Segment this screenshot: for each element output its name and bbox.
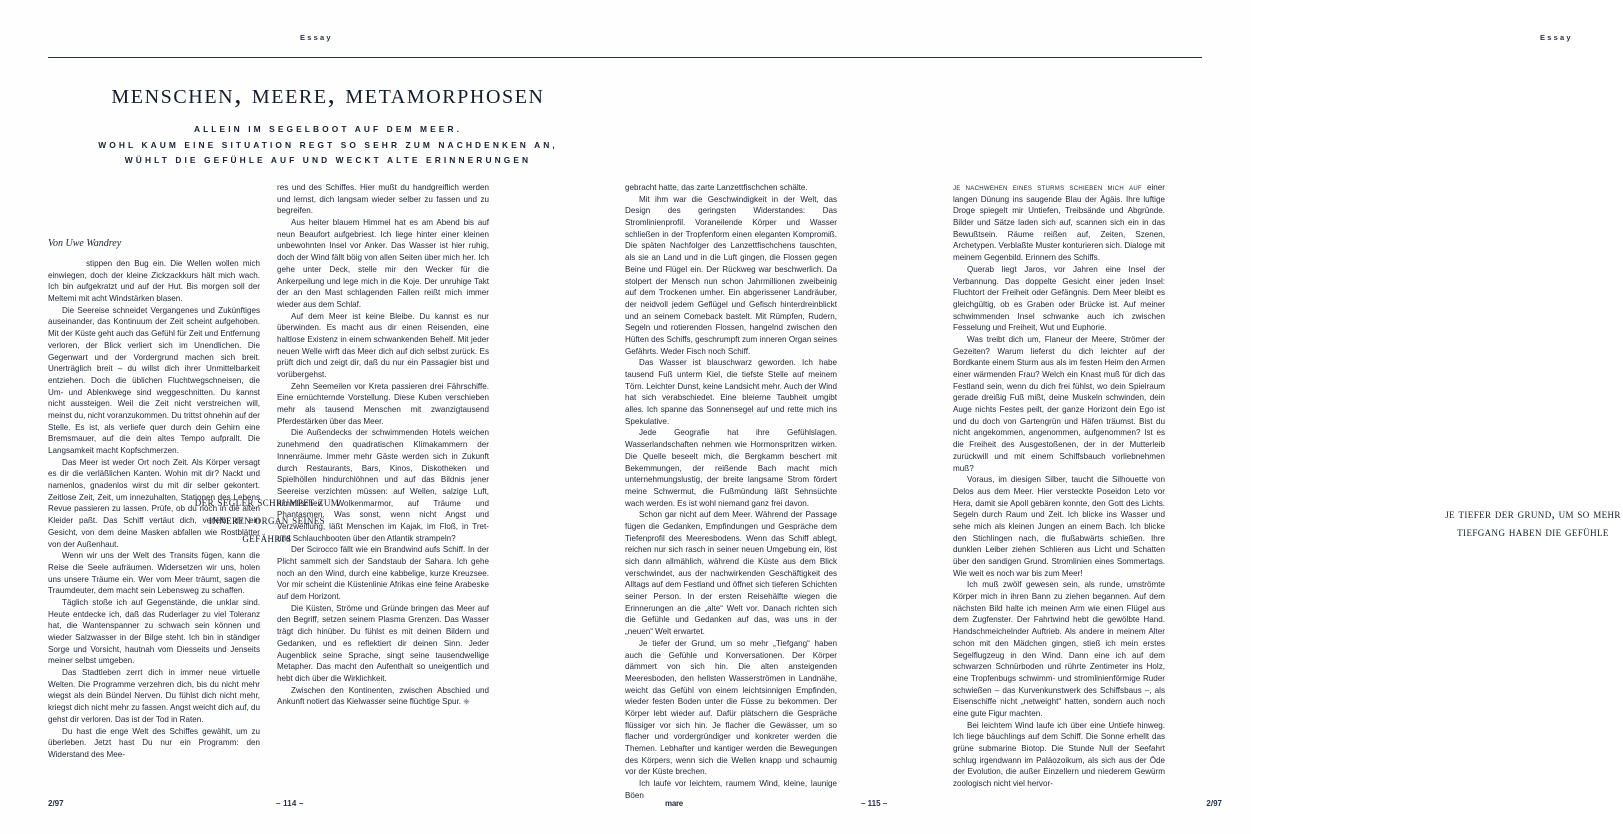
paragraph: Das Stadtleben zerrt dich in immer neue virtuelle Welten. Die Programme verzehren dich, bis du nicht mehr wiegst als dein Bündel Nerven. Du fühlst dich nicht mehr, kriegst dich nicht mehr zu fassen. Angst weicht dich auf, du gehst dir verloren. Das ist der Tod in Raten.: [48, 668, 260, 724]
paragraph: res und des Schiffes. Hier mußt du handgreiflich werden und lernst, dich langsam wieder selber zu fassen und zu begreifen.: [277, 183, 489, 216]
folio-issue-left: 2/97: [48, 799, 64, 808]
paragraph: Bei leichtem Wind laufe ich über eine Untiefe hinweg. Ich liege bäuchlings auf dem Schiff. Die Sonne erhellt das grüne submarine Biotop. Die Stunde Null der Seefahrt schlug irgendwann im Paläozoikum, als sich aus der Öde der Evolution, die außer Einzellern und niederem Gewürm zoologisch nicht viel hervor-: [953, 720, 1165, 789]
body-column-4: [625, 182, 837, 801]
paragraph: Mit ihm war die Geschwindigkeit in der Welt, das Design des geringsten Widerstandes: Das Stromlinienprofil. Voraneilende Körper und Wasser schließen in der Tropfenform einen eleganten Kompromiß. Die späten Nachfolger des Lanzettfischchens tauschten, als sie an Land und in die Luft gingen, die Flossen gegen Beine und Flügel ein. Der Rückweg war beschwerlich. Da stolpert der Mensch nun schon Jahrmillionen zweibeinig auf dem Trockenen umher. Ein abgerissener Landräuber, der neidvoll jedem Geflügel und Gefisch hinterdreinblickt und an seinem Comeback bastelt. Mit Rümpfen, Rudern, Segeln und rotierenden Flossen, hangelnd zwischen den Hüften des Schiffs, geschrumpft zum inneren Organ seines Gefährts. Weder Fisch noch Schiff.: [625, 194, 837, 356]
paragraph-opening: [953, 182, 1165, 264]
pull-quote-right: je tiefer der grund, um so mehr tiefgang haben die gefühle: [1445, 507, 1621, 539]
running-head-left: Essay: [300, 33, 333, 42]
paragraph: Du hast die enge Welt des Schiffes gewählt, um zu überleben. Jetzt hast Du nur ein Programm: den Widerstand des Mee-: [48, 726, 260, 759]
body-column-3: [953, 182, 1165, 790]
page-right: [625, 0, 1621, 834]
folio-page-right: – 115 –: [861, 799, 888, 808]
paragraph: stippen den Bug ein. Die Wellen wollen mich einwiegen, doch der kleine Zickzackkurs hält mich wach. Ich bin aufgekratzt und auf der Hut. Bis morgen soll der Meltemi mit acht Windstärken blasen.: [48, 259, 260, 304]
paragraph: Aus heiter blauem Himmel hat es am Abend bis auf neun Beaufort aufgebriest. Ich liege hinter einer kleinen unbewohnten Insel vor Anker. Das Wasser ist hier ruhig, doch der Wind fällt böig von allen Seiten über mich her. Ich gehe unter Deck, stelle mir den Wecker für die Ankerpeilung und lege mich in die Koje. Der unruhige Takt der an den Mast schlagenden Fallen reißt mich immer wieder aus dem Schlaf.: [277, 218, 489, 309]
paragraph: Schon gar nicht auf dem Meer. Während der Passage fügen die Gedanken, Empfindungen und Gespräche dem Tiefenprofil des Meeresbodens. Wenn das Schiff ablegt, reichen nur sich rasch in seiner neuen Umgebung ein, löst sich dann allmählich, während die Küste aus dem Blick verschwindet, aus der nachwirkenden Geschäftigkeit des Alltags auf dem Festland und öffnet sich tieferen Schichten seiner Person. In der ersten Reisehälfte wiegen die Erinnerungen an die „alte“ Welt vor. Danach richten sich die Gefühle und Gedanken auf das, was uns in der „neuen“ Welt erwartet.: [625, 510, 837, 637]
paragraph: Die Außendecks der schwimmenden Hotels weichen zunehmend den quadratischen Klimakammern der Innenräume. Immer mehr Gäste werden sich in Zukunft durch Restaurants, Bars, Kinos, Diskotheken und Spielhöllen hindurchlöhnen und auf das Bildnis jener Seereise verzichten müssen: auf Wellen, salzige Luft, himmlischen Wolkenmarmor, auf Träume und Phantasmen. Was sonst, wenn nicht Angst und Verzweiflung, läßt Menschen im Kajak, im Floß, in Tret- und Schlauchbooten über den Atlantik strampeln?: [277, 428, 489, 543]
paragraph: Täglich stoße ich auf Gegenstände, die unklar sind. Heute entdecke ich, daß das Ruderlager zu viel Toleranz hat, die Wantenspanner zu schwach sein können und wieder Salzwasser in der Bilge steht. Ich bin in ständiger Sorge und Vorsicht, hautnah vom Diesseits und Jenseits meiner selbst umgeben.: [48, 597, 260, 666]
headline-block: [48, 78, 608, 169]
paragraph: Was treibt dich um, Flaneur der Meere, Strömer der Gezeiten? Warum lieferst du dich leichter auf der Bordkante einem Sturm aus als im festen Heim den Armen einer wärmenden Frau? Welch ein Knast muß für dich das Festland sein, wenn du dich frei fühlst, wo dein Spielraum gerade dreißig Fuß mißt, deine Muskeln schwinden, dein Auge nichts Festes peilt, der ganze Horizont dein Ego ist und du doch von Gartengrün und Häfen träumst. Bist du nicht angekommen, angenommen, aufgenommen? Ist es die Freiheit des Ausgestoßenen, der in der Mutterleib zurückwill und mit einem Schiffsbauch vorliebnehmen muß?: [953, 334, 1165, 473]
subtitle: [48, 122, 608, 169]
running-head-right: Essay: [1540, 33, 1573, 42]
pull-quote-left: der segler schrumpft zum inneren organ seines gefährts: [194, 495, 340, 545]
paragraph: Zehn Seemeilen vor Kreta passieren drei Fährschiffe. Eine ernüchternde Vorstellung. Diese Kuben verschieben mehr als tausend Menschen mit zwanzigtausend Pferdestärken über das Meer.: [277, 381, 489, 426]
paragraph: Jede Geografie hat ihre Gefühlslagen. Wasserlandschaften nehmen wie Hormonspritzen wirken. Die Quelle beseelt mich, die Bergkamm beschert mit Bekemmungen, der reißende Bach macht mich unternehmungslustig, der breite langsame Strom fördert meine Schwermut, die Fußmündung läßt Sehnsüchte wach werden. Es ist wohl niemand ganz frei davon.: [625, 428, 837, 508]
paragraph: Der Scirocco fällt wie ein Brandwind aufs Schiff. In der Plicht sammelt sich der Sandstaub der Sahara. Ich gehe noch an den Wind, durch eine kabbelige, kurze Kreuzsee. Vor mir scheint die Küstenlinie Afrikas eine feine Arabeske auf dem Horizont.: [277, 545, 489, 602]
folio-page-left: – 114 –: [276, 799, 304, 808]
brand-logo: mare: [665, 799, 683, 808]
paragraph: Die Küsten, Ströme und Gründe bringen das Meer auf den Begriff, setzen seinem Plasma Grenzen. Das Wasser trägt dich hinüber. Du fühlst es mit deinen Bildern und Gedanken, und es reflektiert dir deinen Sinn. Jeder Augenblick seine Sprache, singt seine tausendwellige Metapher. Das macht den Aufenthalt so uneigentlich und hebt dich über die Wirklichkeit.: [277, 603, 489, 683]
paragraph: Auf dem Meer ist keine Bleibe. Du kannst es nur überwinden. Es macht aus dir einen Reisenden, eine haltlose Existenz in einem schwankenden Behelf. Mit jeder neuen Welle wirft das Meer dich auf dich selbst zurück. Es prüft dich und zeigt dir, daß du nur ein Passagier bist und vorübergehst.: [277, 311, 489, 379]
page-title: menschen, meere, metamorphosen: [111, 78, 545, 110]
byline: Von Uwe Wandrey: [48, 238, 122, 249]
body-column-2: [277, 182, 489, 708]
paragraph: Ich muß zwölf gewesen sein, als runde, umströmte Körper mich in ihren Bann zu ziehen begannen. Auf dem nächsten Bild halte ich meinen Arm wie einen Flügel aus dem Zugfenster. Der Fahrtwind hebt die gewölbte Hand. Handschmeichelnder Auftrieb. Als andere in meinem Alter schon mit den Mädchen gingen, stieß ich mein erstes Segelflugzeug in den Wind. Dann eine ich auf dem schwarzen Schnürboden und rührte Zentimeter ins Holz, eine Tropfenbugs schwimm- und stromlinienförmige Ruder schwießen – das Kurvenkunstwerk des Schiffsbaus –, als Eisenschiffe nicht „netweight“ hatten, sondern auch noch eine gute Figur machten.: [953, 580, 1165, 718]
paragraph-text: Zwischen den Kontinenten, zwischen Abschied und Ankunft notiert das Kielwasser seine flüchtige Spur.: [277, 685, 489, 707]
opening-line: je nachwehen eines sturms schieben mich auf einer langen Dünung ins saugende Blau der Ägäis. Ihre luftige Droge spiegelt mir Untiefen, Treibsände und Abgründe. Bilder und Sätze laden sich auf, scannen sich ein in das Bewußtsein. Räume reißen auf, Zeiten, Szenen, Archetypen. Verblaßte Muster konturieren sich. Dialoge mit meinem Gegenbild. Erinnern des Schiffs.: [953, 183, 1165, 263]
paragraph: [277, 685, 489, 708]
paragraph: Das Meer ist weder Ort noch Zeit. Als Körper versagt es dir die verläßlichen Kanten. Wohin mit dir? Nackt und namenlos, gnadenlos wirst du mit dir selber gekontert. Zeitlose Zeit, Zeit, um innezuhalten, Stationen des Lebens Revue passieren zu lassen. Prüfe, ob du noch in die alten Kleider paßt. Das Schiff vertäut dich, verleiht dir ein Gesicht, von dem deine Masken abfallen wie Rostblätter von der Außenhaut.: [48, 457, 260, 549]
end-mark-icon: ⎈: [463, 697, 470, 707]
folio-issue-right: 2/97: [1206, 799, 1222, 808]
header-rule-right: [625, 57, 1202, 58]
paragraph: Voraus, im diesigen Silber, taucht die Silhouette von Delos aus dem Meer. Hier versteckte Poseidon Leto vor Hera, damit sie Apoll gebären konnte, den Gott des Lichts. Segeln durch Raum und Zeit. Ich blicke ins Wasser und sehe mich als kleinen Jungen an einem Bach. Ich blicke den Stichlingen nach, die flußabwärts schießen. Ihre dunklen Leiber ziehen Schlieren aus Licht und Schatten über den sandigen Grund. Stromlinien eines Sommertags. Wie weit es noch war bis zum Meer!: [953, 475, 1165, 578]
header-rule-left: [48, 57, 625, 58]
paragraph: Querab liegt Jaros, vor Jahren eine Insel der Verbannung. Das doppelte Gesicht einer jeden Insel: Fluchtort der Freiheit oder Gefängnis. Dem Meer bleibt es gleichgültig, ob es Graben oder Brücke ist. Auf meiner schwimmenden Insel schwanke auch ich zwischen Fesselung und Freiheit, Wut und Euphorie.: [953, 264, 1165, 333]
subtitle-line-2: WOHL KAUM EINE SITUATION REGT SO SEHR ZUM NACHDENKEN AN,: [98, 139, 558, 150]
subtitle-line-1: ALLEIN IM SEGELBOOT AUF DEM MEER.: [193, 124, 463, 134]
page-left: [0, 0, 625, 834]
paragraph: Ich laufe vor leichtem, raumem Wind, kleine, launige Böen: [625, 779, 837, 800]
paragraph: Die Seereise schneidet Vergangenes und Zukünftiges auseinander, das Kontinuum der Zeit scheint aufgehoben. Mit der Küste geht auch das Gefühl für Zeit und Entfernung verloren, der Blick verliert sich im Unendlichen. Die Gegenwart und der Vordergrund machen sich breit. Unerträglich breit – du willst dich ihrer Unmittelbarkeit entziehen. Doch die üblichen Fluchtwegschneisen, die Um- und Ablenkwege sind weggeschnitten. Du kannst nicht aussteigen. Weil die Zeit nicht verstreichen will, meinst du, nicht voranzukommen. Du trittst ohnehin auf der Stelle. Es ist, als verliefe quer durch dein Gehirn eine Bremsmauer, auf die dein altes Tempo aufprallt. Die Langsamkeit macht Kopfschmerzen.: [48, 305, 260, 455]
subtitle-line-3: WÜHLT DIE GEFÜHLE AUF UND WECKT ALTE ERINNERUNGEN: [124, 155, 532, 166]
paragraph: Wenn wir uns der Welt des Transits fügen, kann die Reise die Seele aufräumen. Widersetzen wir uns, holen uns unsere Träume ein. Wer vom Meer träumt, sagen die Traumdeuter, dem macht sein Lebensweg zu schaffen.: [48, 551, 260, 596]
paragraph: gebracht hatte, das zarte Lanzettfischchen schälte.: [625, 183, 808, 192]
paragraph: Das Wasser ist blauschwarz geworden. Ich habe tausend Fuß unterm Kiel, die tiefste Stelle auf meinem Törn. Leichter Dunst, keine Landsicht mehr. Auch der Wind hat sich verabschiedet. Eine bleierne Taubheit umgibt alles. Ich spanne das Sonnensegel auf und rette mich ins Spekulative.: [625, 358, 837, 426]
paragraph: Je tiefer der Grund, um so mehr „Tiefgang“ haben auch die Gefühle und Konversationen. Der Körper dämmert von sich hin. Die alten ansteigenden Meeresboden, den hellsten Wasserströmen in Landnähe, weicht das Gefühl von einem leichtsinnigen Empfinden, wieder festen Boden unter die Füsse zu bekommen. Der Körper lebt wieder auf. Dafür plätschern die Gespräche flüssiger vor sich hin. Je flacher die Gewässer, um so flacher und vordergründiger und konkreter werden die Themen. Lebhafter und kantiger werden die Bewegungen des Körpers, wenn sich die Wellen knapp und schaumig vor der Küste brechen.: [625, 638, 837, 777]
